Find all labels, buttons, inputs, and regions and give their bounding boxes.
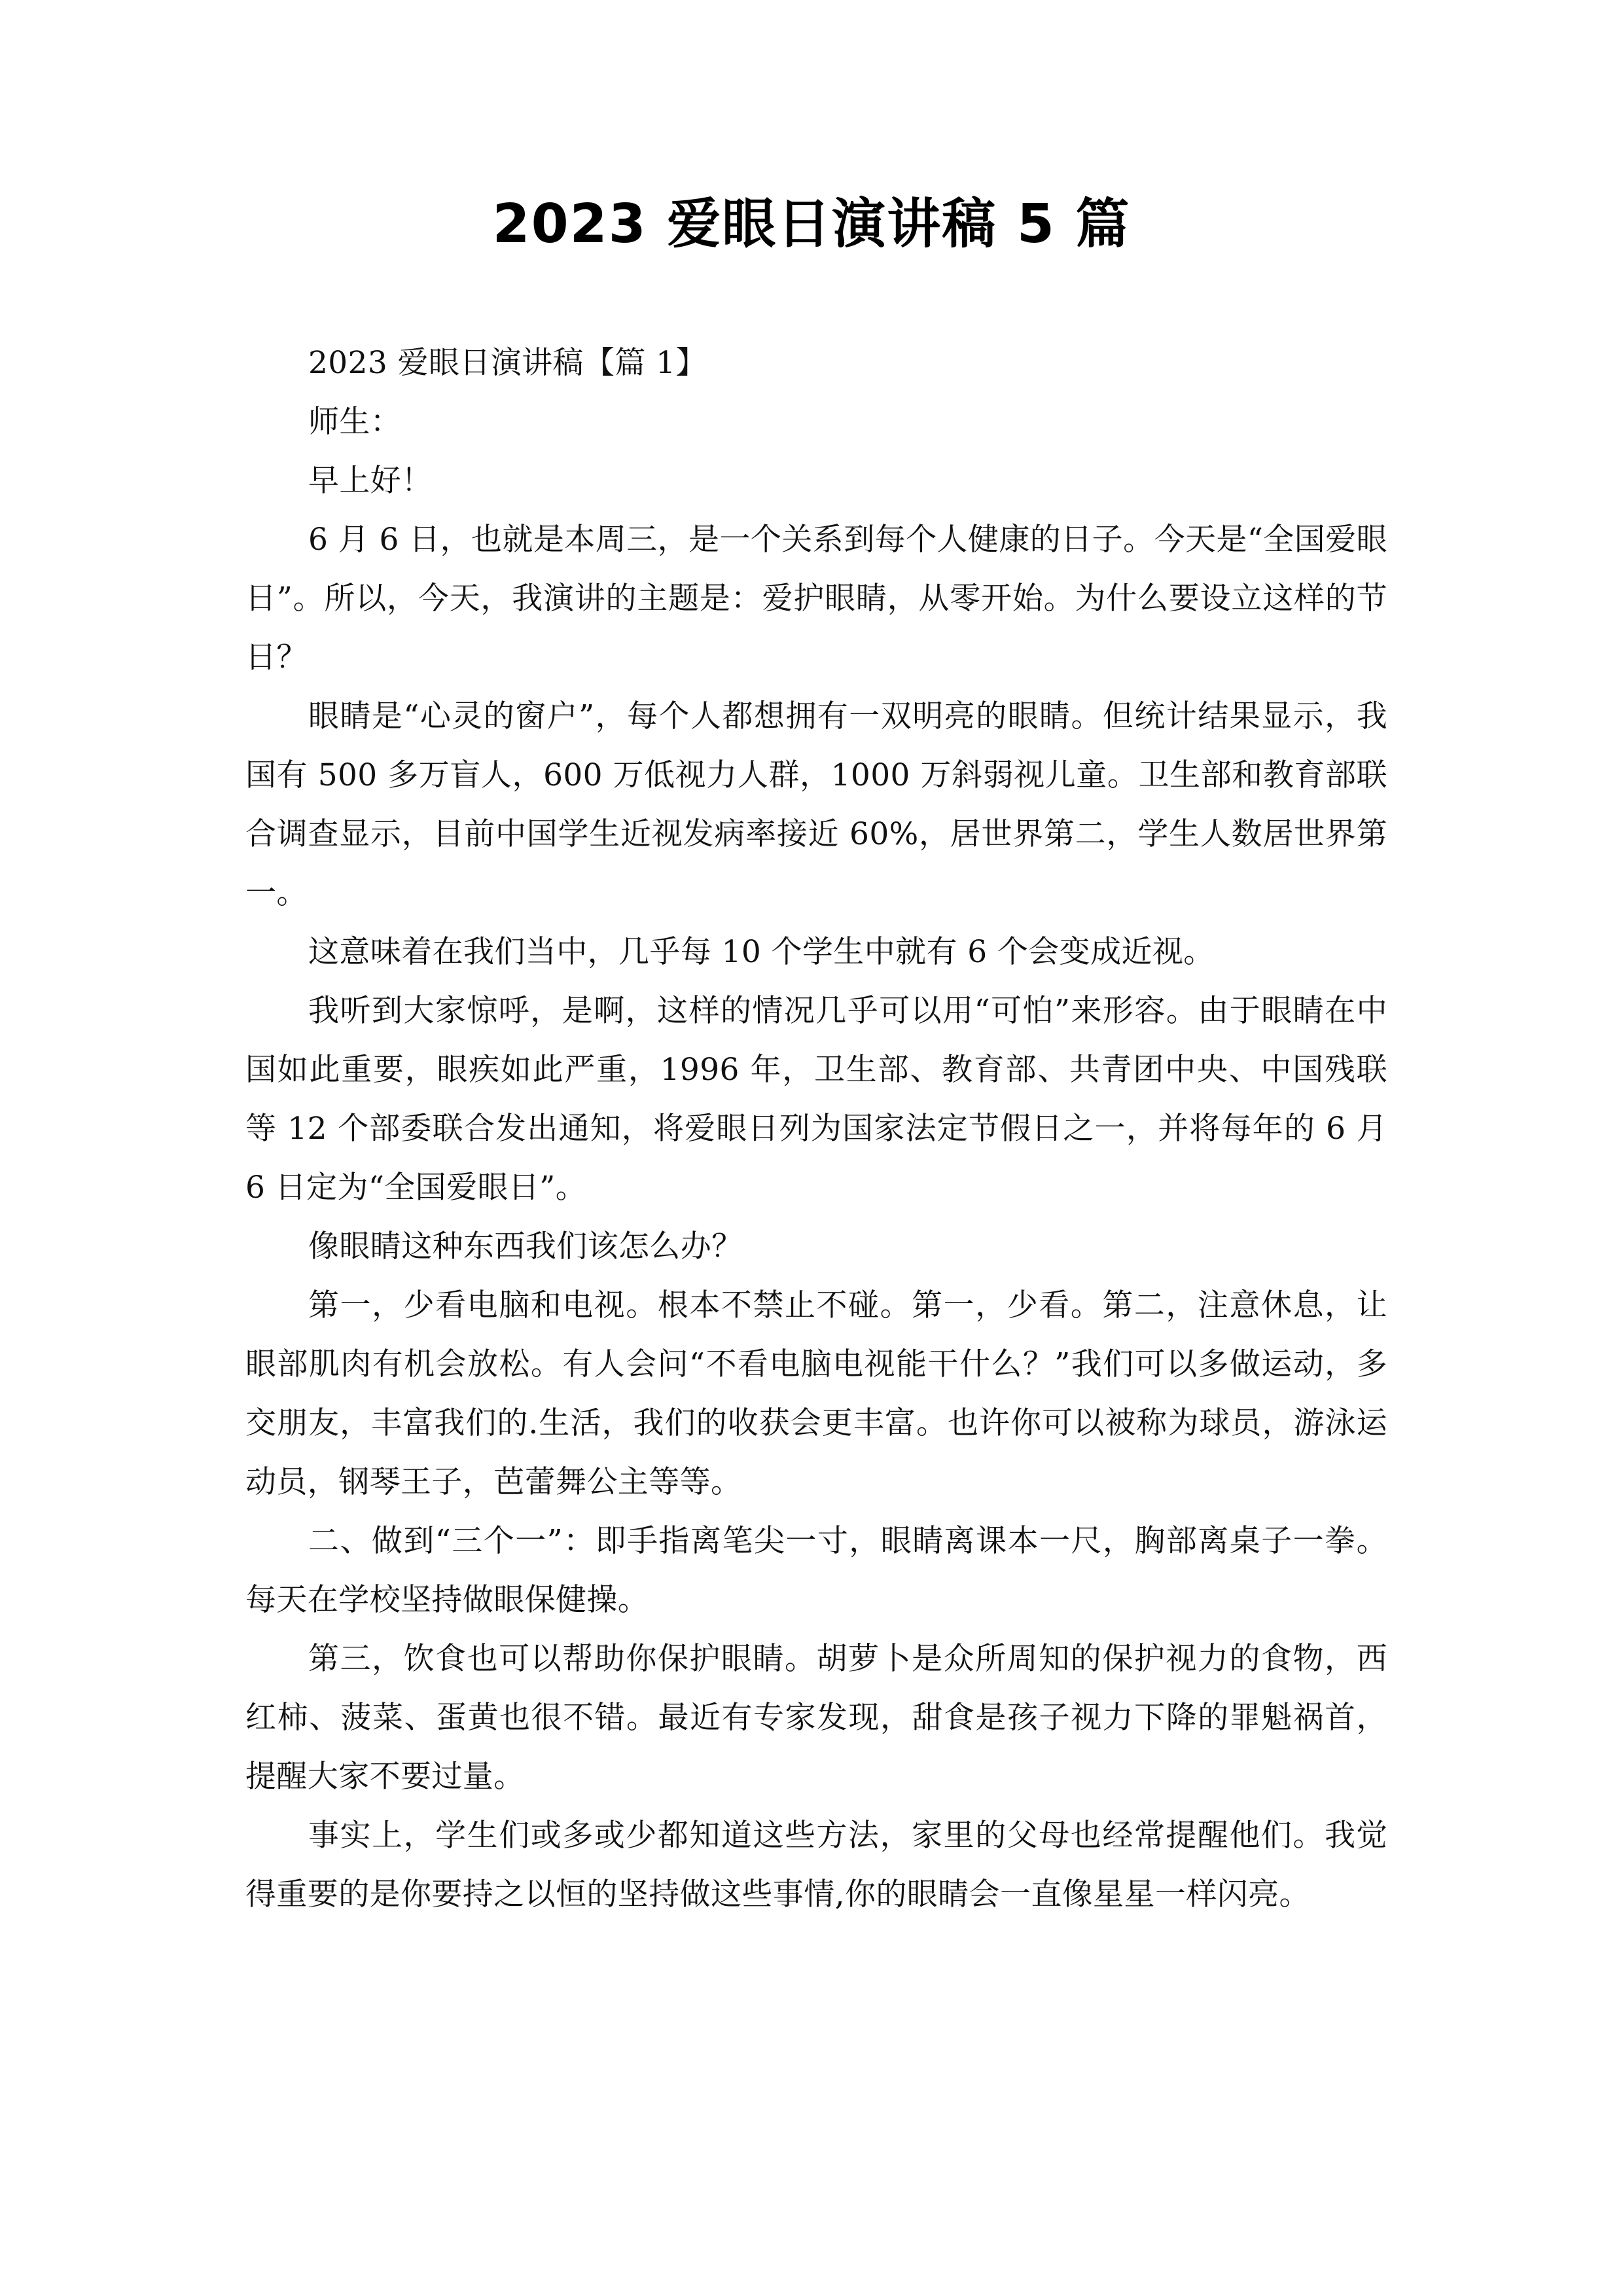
document-body [245, 334, 1387, 1924]
paragraph-advice-third: 第三，饮食也可以帮助你保护眼睛。胡萝卜是众所周知的保护视力的食物，西红柿、菠菜、蛋黄也很不错。最近有专家发现，甜食是孩子视力下降的罪魁祸首，提醒大家不要过量。 [245, 1641, 1387, 1795]
page-title: 2023 爱眼日演讲稿 5 篇 [492, 193, 1131, 255]
paragraph-heading-piece-1: 2023 爱眼日演讲稿【篇 1】 [308, 345, 707, 381]
paragraph-conclusion: 事实上，学生们或多或少都知道这些方法，家里的父母也经常提醒他们。我觉得重要的是你要持之以恒的坚持做这些事情,你的眼睛会一直像星星一样闪亮。 [245, 1818, 1387, 1912]
paragraph-salutation: 师生： [308, 404, 402, 440]
paragraph-intro-date: 6 月 6 日，也就是本周三，是一个关系到每个人健康的日子。今天是“全国爱眼日”。所以，今天，我演讲的主题是：爱护眼睛，从零开始。为什么要设立这样的节日？ [245, 522, 1387, 675]
paragraph-statistics: 眼睛是“心灵的窗户”，每个人都想拥有一双明亮的眼睛。但统计结果显示，我国有 500 多万盲人，600 万低视力人群，1000 万斜弱视儿童。卫生部和教育部联合调查显示，目前中国学生近视发病率接近 60%，居世界第二，学生人数居世界第一。 [245, 698, 1387, 911]
paragraph-ratio: 这意味着在我们当中，几乎每 10 个学生中就有 6 个会变成近视。 [308, 934, 1215, 970]
paragraph-advice-first: 第一，少看电脑和电视。根本不禁止不碰。第一，少看。第二，注意休息，让眼部肌肉有机会放松。有人会问“不看电脑电视能干什么？”我们可以多做运动，多交朋友，丰富我们的.生活，我们的收获会更丰富。也许你可以被称为球员，游泳运动员，钢琴王子，芭蕾舞公主等等。 [245, 1287, 1387, 1500]
paragraph-advice-second: 二、做到“三个一”：即手指离笔尖一寸，眼睛离课本一尺，胸部离桌子一拳。每天在学校坚持做眼保健操。 [245, 1523, 1387, 1618]
paragraph-question-what-to-do: 像眼睛这种东西我们该怎么办？ [308, 1229, 743, 1265]
paragraph-greeting: 早上好！ [308, 463, 433, 499]
paragraph-history-1996: 我听到大家惊呼，是啊，这样的情况几乎可以用“可怕”来形容。由于眼睛在中国如此重要，眼疾如此严重，1996 年，卫生部、教育部、共青团中央、中国残联等 12 个部委联合发出通知，将爱眼日列为国家法定节假日之一，并将每年的 6 月 6 日定为“全国爱眼日”。 [245, 993, 1387, 1206]
